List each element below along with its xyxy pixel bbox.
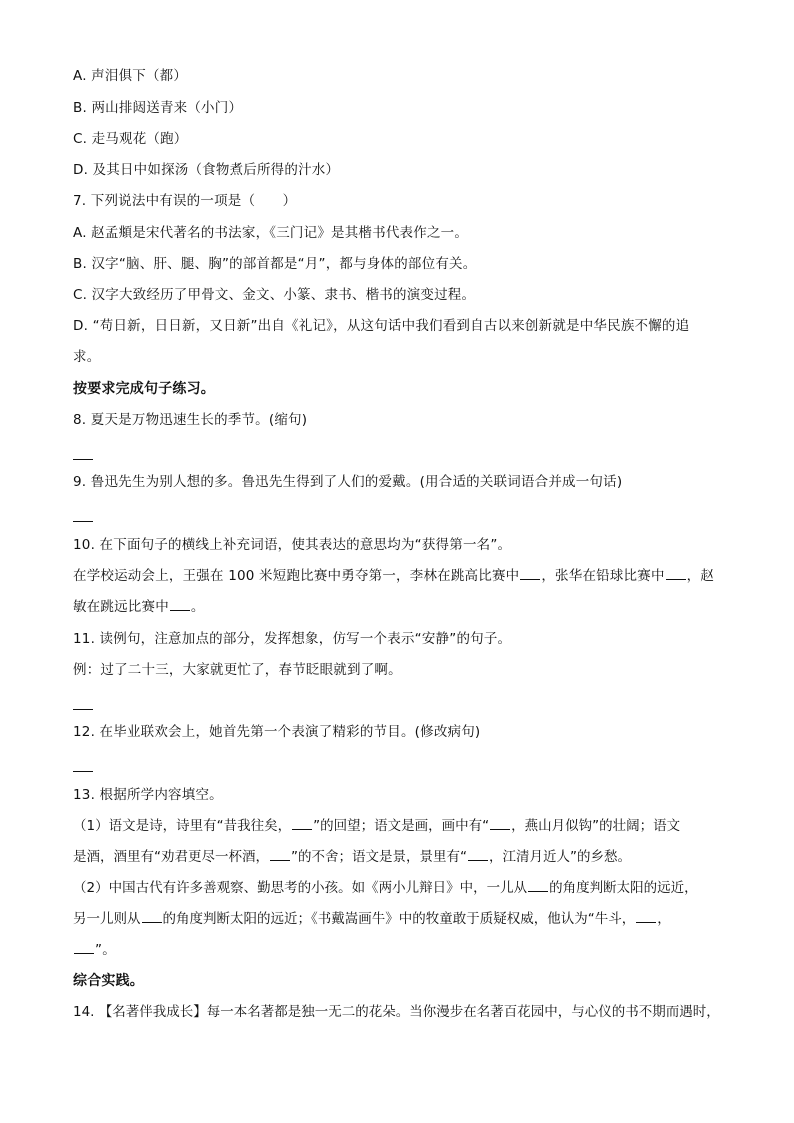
section-heading-sentences: 按要求完成句子练习。 <box>73 381 215 397</box>
q13-text: 的角度判断太阳的远近， <box>549 880 698 896</box>
q13-blank-6[interactable] <box>142 910 162 923</box>
q6-option-d: D. 及其日中如探汤（食物煮后所得的汁水） <box>73 162 340 178</box>
q6-option-c: C. 走马观花（跑） <box>73 131 188 147</box>
q13-text: ”的回望；语文是画，画中有“ <box>313 818 490 834</box>
q6-option-a: A. 声泪俱下（都） <box>73 68 188 84</box>
q9-answer-line[interactable] <box>73 520 93 522</box>
q13-blank-8[interactable] <box>74 941 94 954</box>
q10-text: 在学校运动会上，王强在 100 米短跑比赛中勇夺第一，李林在跳高比赛中 <box>73 568 520 584</box>
q11-answer-line[interactable] <box>73 708 93 710</box>
section-heading-practice: 综合实践。 <box>73 973 144 989</box>
q10-blank-3[interactable] <box>170 598 190 611</box>
q13-text: 另一儿则从 <box>73 911 141 927</box>
q8-answer-line[interactable] <box>73 458 93 460</box>
q13-part2-line1 <box>73 879 733 897</box>
q10-stem: 10. 在下面句子的横线上补充词语，使其表达的意思均为“获得第一名”。 <box>73 537 512 553</box>
q10-blank-2[interactable] <box>666 567 686 580</box>
q13-stem: 13. 根据所学内容填空。 <box>73 787 223 803</box>
q13-blank-7[interactable] <box>636 910 656 923</box>
q13-blank-5[interactable] <box>528 879 548 892</box>
q10-text: 。 <box>190 599 205 615</box>
q10-blank-1[interactable] <box>520 567 540 580</box>
q13-text: （1）语文是诗，诗里有“昔我往矣， <box>73 818 292 834</box>
q7-option-c: C. 汉字大致经历了甲骨文、金文、小篆、隶书、楷书的演变过程。 <box>73 287 476 303</box>
q11-stem: 11. 读例句，注意加点的部分，发挥想象，仿写一个表示“安静”的句子。 <box>73 631 512 647</box>
q13-text: 是酒，酒里有“劝君更尽一杯酒， <box>73 849 269 865</box>
q13-blank-1[interactable] <box>292 817 312 830</box>
q13-text: （2）中国古代有许多善观察、勤思考的小孩。如《两小儿辩日》中，一儿从 <box>73 880 528 896</box>
q13-part2-line3 <box>73 941 733 959</box>
q13-part1-line1 <box>73 817 733 835</box>
q12-answer-line[interactable] <box>73 770 93 772</box>
q11-example: 例：过了二十三，大家就更忙了，春节眨眼就到了啊。 <box>73 662 402 678</box>
q13-text: ，燕山月似钩”的壮阔；语文 <box>511 818 681 834</box>
q7-option-d-cont: 求。 <box>73 349 101 365</box>
q13-blank-3[interactable] <box>270 848 290 861</box>
q7-option-b: B. 汉字“脑、肝、腿、胸”的部首都是“月”，都与身体的部位有关。 <box>73 256 477 272</box>
q10-sentence-line1 <box>73 567 733 585</box>
q10-sentence-line2 <box>73 598 733 616</box>
q8-stem: 8. 夏天是万物迅速生长的季节。(缩句) <box>73 412 308 428</box>
q10-text: ，张华在铅球比赛中 <box>541 568 665 584</box>
q13-text: 的角度判断太阳的远近；《书戴嵩画牛》中的牧童敢于质疑权威，他认为“牛斗， <box>162 911 636 927</box>
q9-stem: 9. 鲁迅先生为别人想的多。鲁迅先生得到了人们的爱戴。(用合适的关联词语合并成一句话) <box>73 474 623 490</box>
q7-option-a: A. 赵孟頫是宋代著名的书法家，《三门记》是其楷书代表作之一。 <box>73 225 469 241</box>
q13-text: ， <box>657 911 671 927</box>
q13-part1-line2 <box>73 848 733 866</box>
q13-text: ”。 <box>95 942 116 958</box>
q13-text: ”的不舍；语文是景，景里有“ <box>291 849 467 865</box>
q13-part2-line2 <box>73 910 733 928</box>
q13-blank-4[interactable] <box>468 848 488 861</box>
q7-option-d: D. “苟日新，日日新，又日新”出自《礼记》，从这句话中我们看到自古以来创新就是中华民族不懈的追 <box>73 318 690 334</box>
q6-option-b: B. 两山排闼送青来（小门） <box>73 100 243 116</box>
q10-text: ，赵 <box>686 568 715 584</box>
q13-blank-2[interactable] <box>490 817 510 830</box>
q10-text: 敏在跳远比赛中 <box>73 599 169 615</box>
q12-stem: 12. 在毕业联欢会上，她首先第一个表演了精彩的节目。(修改病句) <box>73 724 481 740</box>
q13-text: ，江清月近人”的乡愁。 <box>489 849 631 865</box>
q14-stem: 14. 【名著伴我成长】每一本名著都是独一无二的花朵。当你漫步在名著百花园中，与心仪的书不期而遇时， <box>73 1004 720 1020</box>
q7-stem: 7. 下列说法中有误的一项是（ ） <box>73 193 297 209</box>
